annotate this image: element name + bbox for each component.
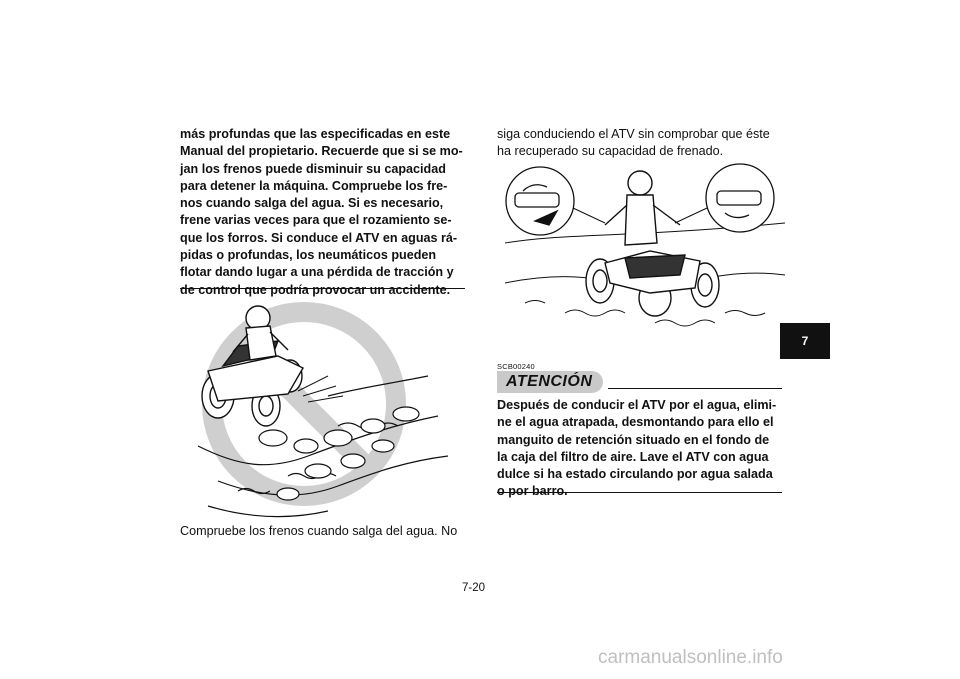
brake-lever-icon: [506, 167, 574, 235]
prohibition-sign-icon: [212, 312, 396, 496]
brake-check-illustration: [505, 163, 785, 343]
chapter-tab: 7: [780, 323, 830, 359]
warning-line: pidas o profundas, los neumáticos pueden: [180, 248, 437, 263]
notice-title-rule: [608, 388, 782, 389]
warning-line: para detener la máquina. Compruebe los fre-: [180, 178, 448, 193]
notice-line: la caja del filtro de aire. Lave el ATV con agua: [497, 449, 769, 464]
atv-rider-icon: [586, 171, 719, 316]
notice-line: o por barro.: [497, 484, 568, 499]
warning-line: flotar dando lugar a una pérdida de tracción y: [180, 265, 454, 280]
warning-line: jan los frenos puede disminuir su capacidad: [180, 161, 446, 176]
notice-line: Después de conducir el ATV por el agua, elimi-: [497, 398, 777, 412]
water-crossing-illustration: [178, 296, 463, 521]
right-intro-text: [497, 126, 787, 161]
notice-line: ne el agua atrapada, desmontando para ello el: [497, 415, 774, 430]
notice-line: dulce si ha estado circulando por agua salada: [497, 467, 773, 482]
notice-bottom-rule: [497, 492, 782, 493]
notice-line: manguito de retención situado en el fondo de: [497, 432, 770, 447]
right-intro-line: ha recuperado su capacidad de frenado.: [497, 144, 724, 159]
left-caption: Compruebe los frenos cuando salga del agua. No: [180, 524, 458, 538]
warning-line: de control que podría provocar un accidente.: [180, 282, 451, 297]
warning-line: Manual del propietario. Recuerde que si se mo-: [180, 144, 463, 159]
warning-rule: [180, 288, 465, 289]
right-intro-line: siga conduciendo el ATV sin comprobar que éste: [497, 127, 770, 141]
notice-text: [497, 397, 782, 501]
notice-title: ATENCIÓN: [506, 373, 593, 390]
warning-line: frene varias veces para que el rozamiento se-: [180, 213, 452, 228]
page-number: 7-20: [462, 582, 486, 594]
watermark: carmanualsonline.info: [598, 647, 783, 668]
notice-code: SCB00240: [497, 362, 535, 371]
warning-line: nos cuando salga del agua. Si es necesario,: [180, 196, 444, 211]
warning-text: [180, 126, 465, 299]
warning-line: que los forros. Si conduce el ATV en aguas rá-: [180, 230, 458, 245]
throttle-lever-icon: [706, 164, 774, 232]
warning-line: más profundas que las especificadas en este: [180, 127, 451, 141]
